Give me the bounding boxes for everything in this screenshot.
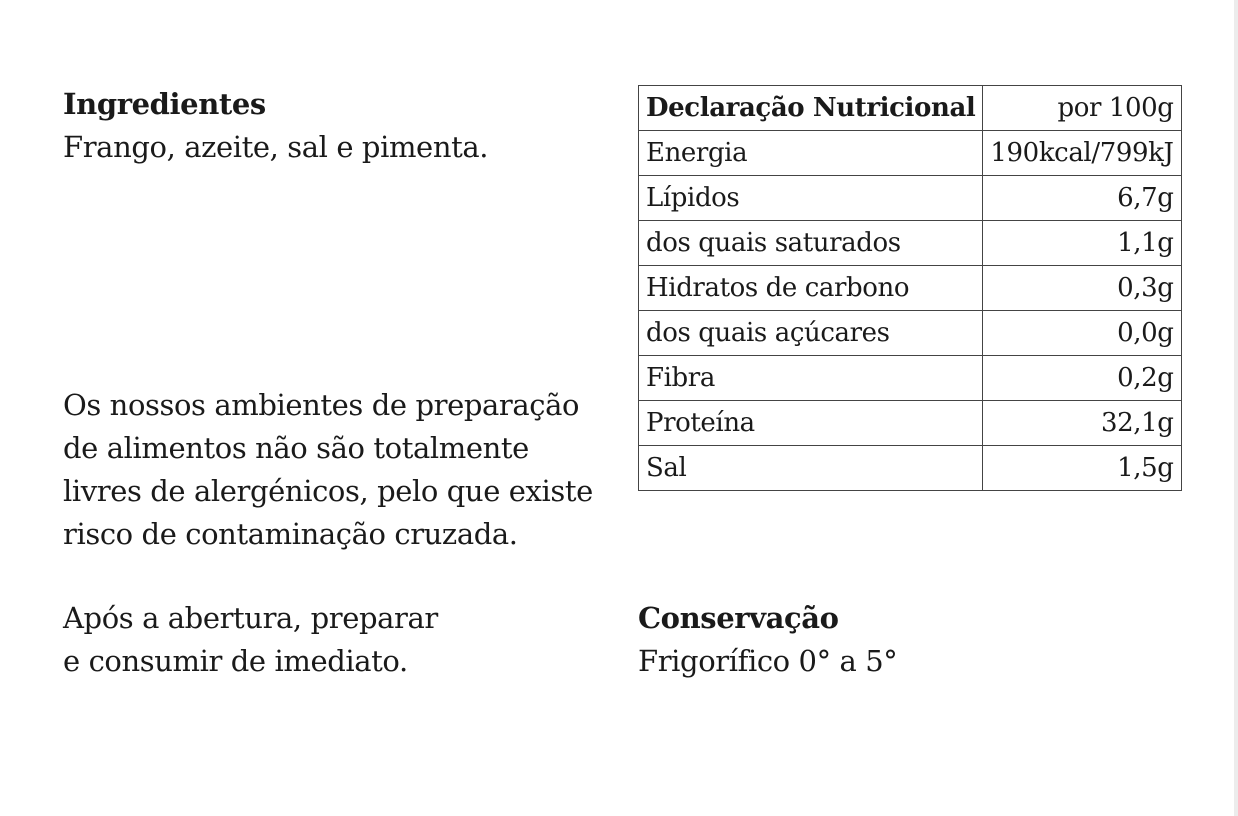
nutrient-value: 6,7g: [983, 176, 1181, 221]
table-row: [639, 176, 1182, 221]
conservation-title: Conservação: [638, 601, 839, 635]
table-row: [639, 446, 1182, 491]
conservation-section: [638, 597, 897, 683]
opening-instructions-line: e consumir de imediato.: [63, 644, 408, 678]
ingredients-title: Ingredientes: [63, 87, 266, 121]
nutrient-name: Sal: [639, 446, 983, 491]
nutrient-value: 0,0g: [983, 311, 1181, 356]
nutrient-name: Fibra: [639, 356, 983, 401]
allergen-notice-line: livres de alergénicos, pelo que existe: [63, 474, 593, 508]
nutrient-value: 32,1g: [983, 401, 1181, 446]
nutrient-value: 0,2g: [983, 356, 1181, 401]
nutrient-value: 1,5g: [983, 446, 1181, 491]
allergen-notice-line: risco de contaminação cruzada.: [63, 517, 518, 551]
nutrient-name: dos quais saturados: [639, 221, 983, 266]
table-row: [639, 131, 1182, 176]
table-row: [639, 266, 1182, 311]
ingredients-text: Frango, azeite, sal e pimenta.: [63, 130, 489, 164]
table-row: [639, 221, 1182, 266]
nutrient-value: 1,1g: [983, 221, 1181, 266]
nutrient-name: dos quais açúcares: [639, 311, 983, 356]
table-row: [639, 356, 1182, 401]
table-row: [639, 401, 1182, 446]
nutrient-name: Proteína: [639, 401, 983, 446]
table-row: [639, 311, 1182, 356]
nutrient-name: Lípidos: [639, 176, 983, 221]
nutrition-header-label: Declaração Nutricional: [639, 86, 983, 131]
ingredients-section: [63, 83, 488, 169]
conservation-text: Frigorífico 0° a 5°: [638, 644, 898, 678]
allergen-notice: [63, 384, 593, 556]
page-edge: [1234, 0, 1238, 816]
nutrient-value: 0,3g: [983, 266, 1181, 311]
allergen-notice-line: de alimentos não são totalmente: [63, 431, 529, 465]
opening-instructions: [63, 597, 438, 683]
nutrient-value: 190kcal/799kJ: [983, 131, 1181, 176]
nutrient-name: Energia: [639, 131, 983, 176]
nutrition-header-row: [639, 86, 1182, 131]
allergen-notice-line: Os nossos ambientes de preparação: [63, 388, 580, 422]
opening-instructions-line: Após a abertura, preparar: [63, 601, 438, 635]
nutrition-header-basis: por 100g: [983, 86, 1181, 131]
nutrient-name: Hidratos de carbono: [639, 266, 983, 311]
nutrition-table: [638, 85, 1182, 491]
